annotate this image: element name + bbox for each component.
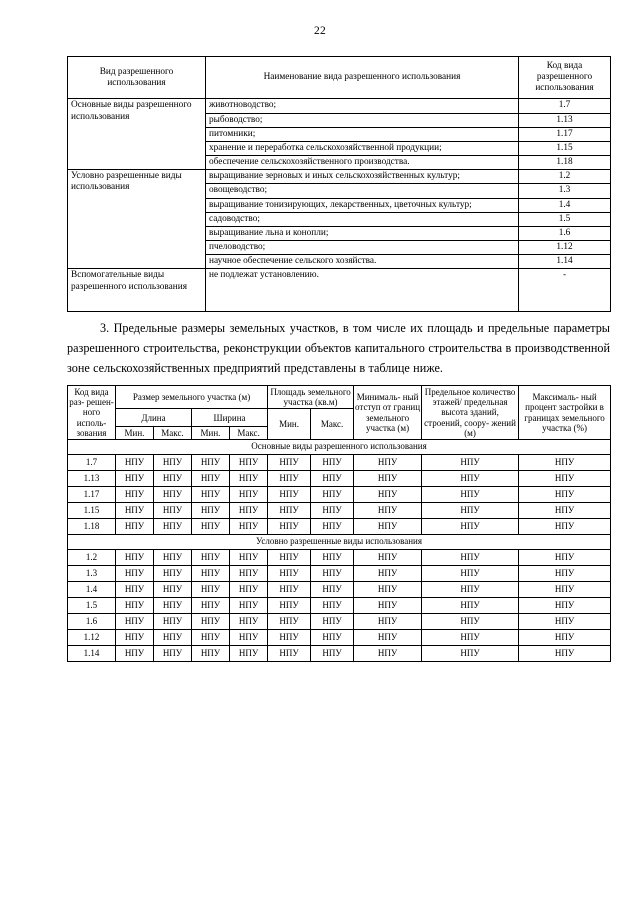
- use-name: пчеловодство;: [206, 241, 519, 255]
- cell-width-min: НПУ: [192, 565, 230, 581]
- header-area-group: Площадь земельного участка (кв.м): [268, 385, 354, 409]
- cell-max-floors: НПУ: [422, 454, 519, 470]
- cell-max-floors: НПУ: [422, 486, 519, 502]
- cell-area-min: НПУ: [268, 502, 311, 518]
- section-title-conditional: Условно разрешенные виды использования: [68, 534, 611, 549]
- table-row: [68, 549, 611, 565]
- table-row: [68, 565, 611, 581]
- cell-area-min: НПУ: [268, 645, 311, 661]
- header-max-floors: Предельное количество этажей/ предельная высота зданий, строений, соору- жений (м): [422, 385, 519, 440]
- use-code: -: [519, 269, 611, 312]
- use-name: овощеводство;: [206, 184, 519, 198]
- table-row: [68, 470, 611, 486]
- header-area-min: Мин.: [268, 409, 311, 440]
- table-row: [68, 581, 611, 597]
- cell-max-coverage: НПУ: [519, 549, 611, 565]
- use-name: выращивание зерновых и иных сельскохозяйственных культур;: [206, 170, 519, 184]
- header-length-max: Макс.: [154, 427, 192, 440]
- use-code: 1.12: [519, 241, 611, 255]
- cell-length-max: НПУ: [154, 454, 192, 470]
- cell-width-max: НПУ: [230, 502, 268, 518]
- use-name: хранение и переработка сельскохозяйственной продукции;: [206, 141, 519, 155]
- cell-width-min: НПУ: [192, 581, 230, 597]
- cell-area-max: НПУ: [311, 518, 354, 534]
- cell-width-max: НПУ: [230, 486, 268, 502]
- row-code: 1.5: [68, 597, 116, 613]
- group-label-main: Основные виды разрешенного использования: [68, 99, 206, 170]
- row-code: 1.18: [68, 518, 116, 534]
- cell-area-max: НПУ: [311, 549, 354, 565]
- cell-width-min: НПУ: [192, 454, 230, 470]
- cell-width-min: НПУ: [192, 645, 230, 661]
- table-row: [68, 454, 611, 470]
- cell-max-coverage: НПУ: [519, 454, 611, 470]
- table-row: [68, 99, 611, 113]
- section-title-main: Основные виды разрешенного использования: [68, 440, 611, 455]
- permitted-use-types-table: [67, 56, 611, 312]
- cell-min-setback: НПУ: [354, 549, 422, 565]
- header-min-setback: Минималь- ный отступ от границ земельного участка (м): [354, 385, 422, 440]
- cell-length-min: НПУ: [116, 597, 154, 613]
- cell-width-max: НПУ: [230, 518, 268, 534]
- cell-min-setback: НПУ: [354, 597, 422, 613]
- cell-length-min: НПУ: [116, 565, 154, 581]
- use-code: 1.2: [519, 170, 611, 184]
- cell-length-min: НПУ: [116, 454, 154, 470]
- paragraph-limits-intro: 3. Предельные размеры земельных участков, в том числе их площадь и предельные параметры разрешенного строительства, реконструкции объектов капитального строительства в производственной зоне сельскохозяйственных предприятий представлены в таблице ниже.: [67, 321, 610, 375]
- cell-area-max: НПУ: [311, 613, 354, 629]
- document-body: [67, 56, 610, 662]
- cell-max-coverage: НПУ: [519, 502, 611, 518]
- use-code: 1.15: [519, 141, 611, 155]
- use-name: выращивание тонизирующих, лекарственных, цветочных культур;: [206, 198, 519, 212]
- use-code: 1.17: [519, 127, 611, 141]
- cell-area-max: НПУ: [311, 486, 354, 502]
- cell-min-setback: НПУ: [354, 613, 422, 629]
- cell-max-coverage: НПУ: [519, 597, 611, 613]
- use-code: 1.3: [519, 184, 611, 198]
- cell-area-max: НПУ: [311, 629, 354, 645]
- row-code: 1.2: [68, 549, 116, 565]
- cell-width-max: НПУ: [230, 613, 268, 629]
- group-label-conditional: Условно разрешенные виды использования: [68, 170, 206, 269]
- header-code: Код вида раз- решен- ного исполь- зования: [69, 386, 114, 439]
- cell-area-max: НПУ: [311, 565, 354, 581]
- cell-width-min: НПУ: [192, 518, 230, 534]
- cell-area-min: НПУ: [268, 565, 311, 581]
- use-name: рыбоводство;: [206, 113, 519, 127]
- cell-length-min: НПУ: [116, 486, 154, 502]
- use-code: 1.5: [519, 212, 611, 226]
- cell-max-floors: НПУ: [422, 502, 519, 518]
- table-row: [68, 518, 611, 534]
- cell-max-coverage: НПУ: [519, 629, 611, 645]
- cell-width-min: НПУ: [192, 629, 230, 645]
- cell-length-min: НПУ: [116, 549, 154, 565]
- cell-min-setback: НПУ: [354, 502, 422, 518]
- cell-min-setback: НПУ: [354, 470, 422, 486]
- header-width-max: Макс.: [230, 427, 268, 440]
- header-area-max: Макс.: [311, 409, 354, 440]
- cell-area-min: НПУ: [268, 629, 311, 645]
- cell-length-min: НПУ: [116, 629, 154, 645]
- row-code: 1.3: [68, 565, 116, 581]
- use-code: 1.13: [519, 113, 611, 127]
- cell-min-setback: НПУ: [354, 629, 422, 645]
- cell-width-min: НПУ: [192, 502, 230, 518]
- cell-width-min: НПУ: [192, 549, 230, 565]
- table-row: [68, 486, 611, 502]
- table-header-row-1: [68, 385, 611, 409]
- cell-max-coverage: НПУ: [519, 581, 611, 597]
- header-max-coverage: Максималь- ный процент застройки в границах земельного участка (%): [519, 385, 611, 440]
- group-label-auxiliary: Вспомогательные виды разрешенного использования: [68, 269, 206, 312]
- cell-width-min: НПУ: [192, 486, 230, 502]
- cell-length-max: НПУ: [154, 502, 192, 518]
- cell-length-min: НПУ: [116, 645, 154, 661]
- header-size-group: Размер земельного участка (м): [116, 385, 268, 409]
- table-row: [68, 597, 611, 613]
- cell-max-coverage: НПУ: [519, 486, 611, 502]
- cell-length-min: НПУ: [116, 470, 154, 486]
- use-name: не подлежат установлению.: [206, 269, 519, 312]
- cell-width-max: НПУ: [230, 645, 268, 661]
- limit-parameters-table: [67, 385, 611, 662]
- cell-min-setback: НПУ: [354, 518, 422, 534]
- cell-max-floors: НПУ: [422, 613, 519, 629]
- row-code: 1.15: [68, 502, 116, 518]
- use-code: 1.14: [519, 255, 611, 269]
- cell-length-max: НПУ: [154, 470, 192, 486]
- cell-max-coverage: НПУ: [519, 613, 611, 629]
- cell-max-coverage: НПУ: [519, 470, 611, 486]
- use-name: животноводство;: [206, 99, 519, 113]
- cell-max-floors: НПУ: [422, 565, 519, 581]
- cell-max-coverage: НПУ: [519, 645, 611, 661]
- row-code: 1.12: [68, 629, 116, 645]
- cell-area-max: НПУ: [311, 581, 354, 597]
- cell-length-max: НПУ: [154, 565, 192, 581]
- table-row: [68, 645, 611, 661]
- cell-area-max: НПУ: [311, 502, 354, 518]
- use-name: научное обеспечение сельского хозяйства.: [206, 255, 519, 269]
- cell-length-max: НПУ: [154, 581, 192, 597]
- header-use-type: Вид разрешенного использования: [68, 57, 206, 99]
- cell-max-coverage: НПУ: [519, 565, 611, 581]
- cell-length-max: НПУ: [154, 597, 192, 613]
- cell-length-max: НПУ: [154, 645, 192, 661]
- use-name: садоводство;: [206, 212, 519, 226]
- cell-width-max: НПУ: [230, 470, 268, 486]
- page-number: 22: [314, 25, 326, 37]
- header-use-name: Наименование вида разрешенного использования: [206, 57, 519, 99]
- cell-length-min: НПУ: [116, 518, 154, 534]
- row-code: 1.17: [68, 486, 116, 502]
- row-code: 1.13: [68, 470, 116, 486]
- cell-width-min: НПУ: [192, 470, 230, 486]
- cell-area-max: НПУ: [311, 470, 354, 486]
- cell-max-floors: НПУ: [422, 518, 519, 534]
- use-code: 1.7: [519, 99, 611, 113]
- use-code: 1.4: [519, 198, 611, 212]
- cell-area-min: НПУ: [268, 597, 311, 613]
- header-length: Длина: [116, 409, 192, 427]
- cell-area-min: НПУ: [268, 549, 311, 565]
- cell-length-max: НПУ: [154, 613, 192, 629]
- cell-max-floors: НПУ: [422, 645, 519, 661]
- cell-max-floors: НПУ: [422, 470, 519, 486]
- cell-width-min: НПУ: [192, 597, 230, 613]
- cell-area-max: НПУ: [311, 597, 354, 613]
- table-row: [68, 269, 611, 312]
- cell-length-max: НПУ: [154, 549, 192, 565]
- row-code: 1.7: [68, 454, 116, 470]
- cell-max-floors: НПУ: [422, 597, 519, 613]
- cell-length-max: НПУ: [154, 486, 192, 502]
- cell-area-min: НПУ: [268, 486, 311, 502]
- section-header-row: [68, 440, 611, 455]
- cell-width-min: НПУ: [192, 613, 230, 629]
- cell-max-floors: НПУ: [422, 549, 519, 565]
- cell-min-setback: НПУ: [354, 565, 422, 581]
- cell-length-max: НПУ: [154, 518, 192, 534]
- header-length-min: Мин.: [116, 427, 154, 440]
- cell-width-max: НПУ: [230, 565, 268, 581]
- cell-min-setback: НПУ: [354, 454, 422, 470]
- table-row: [68, 502, 611, 518]
- table-row: [68, 170, 611, 184]
- use-code: 1.6: [519, 226, 611, 240]
- cell-min-setback: НПУ: [354, 486, 422, 502]
- cell-min-setback: НПУ: [354, 645, 422, 661]
- cell-min-setback: НПУ: [354, 581, 422, 597]
- cell-max-coverage: НПУ: [519, 518, 611, 534]
- cell-length-min: НПУ: [116, 613, 154, 629]
- cell-width-max: НПУ: [230, 549, 268, 565]
- table-header-row: [68, 57, 611, 99]
- cell-width-max: НПУ: [230, 581, 268, 597]
- cell-area-max: НПУ: [311, 645, 354, 661]
- cell-area-min: НПУ: [268, 518, 311, 534]
- cell-area-min: НПУ: [268, 454, 311, 470]
- row-code: 1.4: [68, 581, 116, 597]
- cell-max-floors: НПУ: [422, 629, 519, 645]
- header-width: Ширина: [192, 409, 268, 427]
- cell-area-min: НПУ: [268, 613, 311, 629]
- cell-length-max: НПУ: [154, 629, 192, 645]
- cell-width-max: НПУ: [230, 454, 268, 470]
- use-name: выращивание льна и конопли;: [206, 226, 519, 240]
- use-name: питомники;: [206, 127, 519, 141]
- table-row: [68, 629, 611, 645]
- cell-length-min: НПУ: [116, 502, 154, 518]
- cell-max-floors: НПУ: [422, 581, 519, 597]
- use-name: обеспечение сельскохозяйственного производства.: [206, 156, 519, 170]
- cell-area-max: НПУ: [311, 454, 354, 470]
- row-code: 1.14: [68, 645, 116, 661]
- cell-area-min: НПУ: [268, 581, 311, 597]
- header-width-min: Мин.: [192, 427, 230, 440]
- cell-width-max: НПУ: [230, 597, 268, 613]
- row-code: 1.6: [68, 613, 116, 629]
- header-use-code: Код вида разрешенного использования: [519, 57, 611, 99]
- cell-width-max: НПУ: [230, 629, 268, 645]
- table-row: [68, 613, 611, 629]
- section-header-row: [68, 534, 611, 549]
- use-code: 1.18: [519, 156, 611, 170]
- cell-area-min: НПУ: [268, 470, 311, 486]
- cell-length-min: НПУ: [116, 581, 154, 597]
